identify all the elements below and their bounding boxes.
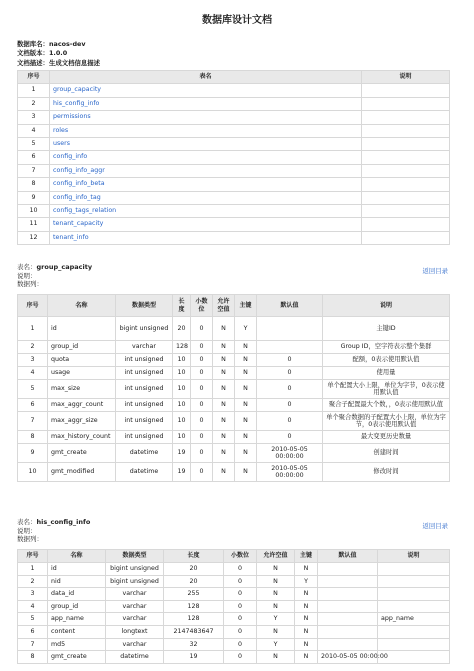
table-cell: N (213, 431, 235, 444)
toc-table-link[interactable]: config_info_beta (53, 180, 105, 188)
table-cell: 主键ID (323, 317, 450, 341)
table-cell: 10 (18, 463, 48, 482)
table-cell (378, 588, 450, 601)
table-cell: int unsigned (116, 412, 173, 431)
toc-header-name: 表名 (50, 71, 362, 84)
toc-row (18, 205, 450, 218)
toc-row-desc (362, 231, 450, 244)
table-cell: 0 (224, 625, 257, 638)
toc-table-link[interactable]: tenant_capacity (53, 220, 104, 228)
table-cell: 2 (18, 575, 48, 588)
table-cell (257, 317, 323, 341)
toc-table-link[interactable]: config_info_aggr (53, 166, 105, 174)
table-cell: gmt_modified (48, 463, 116, 482)
table-cell: 单个配置大小上限，单位为字节，0表示使用默认值 (323, 380, 450, 399)
table-cell: 0 (191, 431, 213, 444)
table-cell (378, 600, 450, 613)
table-cell: int unsigned (116, 380, 173, 399)
toc-table-link[interactable]: permissions (53, 113, 91, 121)
toc-row-no: 10 (18, 205, 50, 218)
table1-header-cell: 默认值 (257, 295, 323, 317)
table-cell: N (235, 380, 257, 399)
table-cell: 0 (224, 651, 257, 664)
toc-table-link[interactable]: his_config_info (53, 99, 100, 107)
toc-row (18, 138, 450, 151)
table-cell: 0 (191, 354, 213, 367)
table-row (18, 638, 450, 651)
version-value: 1.0.0 (48, 49, 68, 58)
table-cell: bigint unsigned (106, 563, 164, 576)
toc-table-link[interactable]: config_info_tag (53, 193, 101, 201)
table1-cols-label: 数据列： (17, 280, 43, 289)
table-cell: Y (257, 638, 295, 651)
table-cell: 4 (18, 600, 48, 613)
table-cell: N (235, 412, 257, 431)
toc-row-desc (362, 97, 450, 110)
table-cell: 128 (164, 600, 224, 613)
table-cell: N (257, 625, 295, 638)
toc-row-name-cell (50, 164, 362, 177)
table1-header-cell: 序号 (18, 295, 48, 317)
table-cell: 7 (18, 638, 48, 651)
table-row (18, 341, 450, 354)
table-cell (378, 651, 450, 664)
toc-row-desc (362, 151, 450, 164)
table2-header-cell: 数据类型 (106, 550, 164, 563)
table-cell: 0 (224, 600, 257, 613)
table-cell: 2010-05-05 00:00:00 (257, 444, 323, 463)
table-cell: longtext (106, 625, 164, 638)
table1-back-to-toc-link[interactable]: 返回目录 (422, 267, 448, 275)
table1-name: group_capacity (36, 263, 93, 271)
table-cell: 4 (18, 367, 48, 380)
table-cell (318, 625, 378, 638)
table-cell: N (235, 431, 257, 444)
table-cell: 255 (164, 588, 224, 601)
table-cell: N (257, 651, 295, 664)
table-cell: 单个聚合数据的子配置大小上限，单位为字节，0表示使用默认值 (323, 412, 450, 431)
toc-row-no: 2 (18, 97, 50, 110)
table-cell: 128 (173, 341, 191, 354)
desc-label: 文档描述： (17, 58, 49, 67)
table-cell: varchar (116, 341, 173, 354)
toc-row-desc (362, 191, 450, 204)
table-cell: Y (295, 575, 318, 588)
table-cell: 5 (18, 380, 48, 399)
table-cell: varchar (106, 588, 164, 601)
table-cell: 19 (173, 444, 191, 463)
table-cell: N (257, 600, 295, 613)
desc-value: 生成文档信息描述 (48, 58, 101, 67)
toc-row-desc (362, 84, 450, 97)
toc-row-desc (362, 178, 450, 191)
table-cell: nid (48, 575, 106, 588)
toc-row-no: 5 (18, 138, 50, 151)
table-cell: 0 (191, 317, 213, 341)
toc-row-no: 9 (18, 191, 50, 204)
table2-header-cell: 说明 (378, 550, 450, 563)
table-cell: 2147483647 (164, 625, 224, 638)
toc-table-link[interactable]: config_tags_relation (53, 207, 117, 215)
doc-meta (17, 40, 100, 68)
toc-row (18, 218, 450, 231)
toc-row-desc (362, 218, 450, 231)
table-cell: 修改时间 (323, 463, 450, 482)
toc-row-no: 8 (18, 178, 50, 191)
table-cell: max_history_count (48, 431, 116, 444)
group-capacity-table (17, 294, 450, 482)
table-row (18, 412, 450, 431)
table-cell: 使用量 (323, 367, 450, 380)
table-cell: 0 (191, 367, 213, 380)
table-cell: N (235, 463, 257, 482)
table-cell: 10 (173, 399, 191, 412)
table-cell: datetime (116, 444, 173, 463)
table1-name-label: 表名： (17, 263, 37, 271)
table-cell: 2 (18, 341, 48, 354)
his-config-info-table (17, 549, 450, 664)
table2-cols-label: 数据列： (17, 535, 43, 544)
table-cell: 最大变更历史数量 (323, 431, 450, 444)
table-cell: N (257, 575, 295, 588)
table-row (18, 563, 450, 576)
table-row (18, 354, 450, 367)
toc-row-desc (362, 124, 450, 137)
table-cell: app_name (48, 613, 106, 626)
table-cell (378, 563, 450, 576)
db-label: 数据库名： (17, 40, 49, 48)
table-cell: 32 (164, 638, 224, 651)
table-cell: N (213, 380, 235, 399)
toc-row (18, 124, 450, 137)
table-cell: usage (48, 367, 116, 380)
table-cell: 0 (257, 380, 323, 399)
table-cell: 0 (224, 575, 257, 588)
table-cell: 9 (18, 444, 48, 463)
table-cell: bigint unsigned (106, 575, 164, 588)
table-row (18, 600, 450, 613)
table-cell: int unsigned (116, 399, 173, 412)
table-cell: max_size (48, 380, 116, 399)
table-cell: 10 (173, 380, 191, 399)
table-cell (378, 638, 450, 651)
toc-row-desc (362, 205, 450, 218)
toc-row (18, 231, 450, 244)
table-cell: 0 (191, 399, 213, 412)
table-cell: 0 (257, 354, 323, 367)
table2-header-cell: 名称 (48, 550, 106, 563)
toc-row-desc (362, 138, 450, 151)
table-cell: 3 (18, 588, 48, 601)
table-row (18, 367, 450, 380)
table-cell: id (48, 563, 106, 576)
table-cell: N (257, 588, 295, 601)
table-cell: id (48, 317, 116, 341)
toc-table-link[interactable]: users (53, 140, 71, 148)
toc-row (18, 178, 450, 191)
table-row (18, 463, 450, 482)
table-cell (318, 563, 378, 576)
table-cell: 19 (173, 463, 191, 482)
version-label: 文档版本： (17, 49, 49, 58)
toc-row-name-cell (50, 178, 362, 191)
table-cell: gmt_create (48, 444, 116, 463)
table-cell: 7 (18, 412, 48, 431)
toc-row (18, 151, 450, 164)
table1-header-cell: 说明 (323, 295, 450, 317)
table-cell: 0 (224, 613, 257, 626)
table1-desc-label: 说明： (17, 271, 37, 280)
table-cell: 0 (257, 399, 323, 412)
toc-row-desc (362, 164, 450, 177)
table-cell: int unsigned (116, 354, 173, 367)
table-cell: 2010-05-05 00:00:00 (318, 651, 378, 664)
table-cell: content (48, 625, 106, 638)
table-cell: 10 (173, 354, 191, 367)
toc-row (18, 164, 450, 177)
table-row (18, 399, 450, 412)
toc-table-link[interactable]: config_info (53, 153, 88, 161)
table-cell (257, 341, 323, 354)
table-cell: N (213, 354, 235, 367)
table-cell: N (295, 651, 318, 664)
table-cell: N (295, 613, 318, 626)
table-cell: 1 (18, 563, 48, 576)
db-value: nacos-dev (48, 40, 86, 48)
table-cell: varchar (106, 638, 164, 651)
toc-row-no: 1 (18, 84, 50, 97)
table-row (18, 380, 450, 399)
table2-header-cell: 长度 (164, 550, 224, 563)
toc-table-link[interactable]: tenant_info (53, 233, 89, 241)
table-cell: 20 (164, 563, 224, 576)
toc-row-name-cell (50, 111, 362, 124)
table-cell: 0 (191, 463, 213, 482)
toc-header-row (18, 71, 450, 84)
table-cell: 5 (18, 613, 48, 626)
toc-row-name-cell (50, 84, 362, 97)
table-cell: 0 (257, 431, 323, 444)
table-row (18, 588, 450, 601)
table-cell: bigint unsigned (116, 317, 173, 341)
toc-row-name-cell (50, 231, 362, 244)
table1-header-cell: 名称 (48, 295, 116, 317)
toc-row (18, 111, 450, 124)
table-cell: Y (257, 613, 295, 626)
table-row (18, 651, 450, 664)
table-cell: 8 (18, 431, 48, 444)
table-cell (318, 638, 378, 651)
table-cell: data_id (48, 588, 106, 601)
table-row (18, 575, 450, 588)
table-row (18, 431, 450, 444)
table-cell: N (213, 412, 235, 431)
table-cell: int unsigned (116, 431, 173, 444)
table-cell: max_aggr_count (48, 399, 116, 412)
table2-header-cell: 允许空值 (257, 550, 295, 563)
table-cell (318, 588, 378, 601)
table-row (18, 444, 450, 463)
table2-name-label: 表名： (17, 518, 37, 526)
toc-row-desc (362, 111, 450, 124)
table-cell: 聚合子配置最大个数，，0表示使用默认值 (323, 399, 450, 412)
table2-header-cell: 主键 (295, 550, 318, 563)
toc-row-name-cell (50, 124, 362, 137)
toc-row-no: 11 (18, 218, 50, 231)
toc-header-no: 序号 (18, 71, 50, 84)
table-cell: Group ID，空字符表示整个集群 (323, 341, 450, 354)
table1-heading (17, 263, 92, 289)
toc-table-link[interactable]: roles (53, 126, 69, 134)
table-cell: 10 (173, 412, 191, 431)
toc-row-name-cell (50, 205, 362, 218)
table1-header-cell: 长度 (173, 295, 191, 317)
table1-header-row (18, 295, 450, 317)
table-cell: 0 (257, 412, 323, 431)
table-cell: 10 (173, 367, 191, 380)
table-cell: N (213, 399, 235, 412)
table-cell: 20 (164, 575, 224, 588)
table-cell (378, 575, 450, 588)
table-cell: N (235, 367, 257, 380)
toc-row-no: 7 (18, 164, 50, 177)
table2-header-cell: 默认值 (318, 550, 378, 563)
table-cell: 0 (191, 341, 213, 354)
table-cell: 0 (224, 588, 257, 601)
table-cell: N (213, 317, 235, 341)
toc-row-no: 12 (18, 231, 50, 244)
table-row (18, 317, 450, 341)
table-cell: 8 (18, 651, 48, 664)
table-cell: 128 (164, 613, 224, 626)
toc-row-name-cell (50, 97, 362, 110)
toc-header-desc: 说明 (362, 71, 450, 84)
table-cell: N (235, 354, 257, 367)
table-cell: 6 (18, 625, 48, 638)
table-cell: quota (48, 354, 116, 367)
table-cell: 0 (191, 412, 213, 431)
table-cell: 配额，0表示使用默认值 (323, 354, 450, 367)
table-cell: 19 (164, 651, 224, 664)
table2-header-row (18, 550, 450, 563)
table-cell: max_aggr_size (48, 412, 116, 431)
table2-header-cell: 序号 (18, 550, 48, 563)
toc-row-name-cell (50, 191, 362, 204)
table-cell: N (295, 588, 318, 601)
table2-heading (17, 518, 90, 544)
table-cell: 2010-05-05 00:00:00 (257, 463, 323, 482)
table-cell: 0 (257, 367, 323, 380)
table1-header-cell: 允许空值 (213, 295, 235, 317)
table-cell: gmt_create (48, 651, 106, 664)
table-cell: md5 (48, 638, 106, 651)
table-cell: group_id (48, 600, 106, 613)
table-cell: 0 (224, 638, 257, 651)
toc-row-no: 3 (18, 111, 50, 124)
table-cell: 0 (191, 444, 213, 463)
table-row (18, 613, 450, 626)
table2-header-cell: 小数位 (224, 550, 257, 563)
table-cell: datetime (116, 463, 173, 482)
table-cell (318, 575, 378, 588)
table1-header-cell: 主键 (235, 295, 257, 317)
table-row (18, 625, 450, 638)
table2-name: his_config_info (36, 518, 91, 526)
table-cell: group_id (48, 341, 116, 354)
table-cell: Y (235, 317, 257, 341)
toc-row-name-cell (50, 138, 362, 151)
table-cell: 1 (18, 317, 48, 341)
toc-row-name-cell (50, 218, 362, 231)
table-cell: N (213, 341, 235, 354)
table-cell: N (213, 444, 235, 463)
table-cell: N (295, 638, 318, 651)
document-title: 数据库设计文档 (202, 15, 272, 26)
table-cell: N (235, 341, 257, 354)
table-cell (378, 625, 450, 638)
toc-row (18, 84, 450, 97)
toc-row (18, 191, 450, 204)
toc-row-no: 4 (18, 124, 50, 137)
table-cell: 创建时间 (323, 444, 450, 463)
table-cell: N (213, 367, 235, 380)
table-cell: N (235, 399, 257, 412)
toc-row (18, 97, 450, 110)
table-cell: N (213, 463, 235, 482)
table1-header-cell: 小数位 (191, 295, 213, 317)
table-cell: 10 (173, 431, 191, 444)
table-cell: int unsigned (116, 367, 173, 380)
toc-row-name-cell (50, 151, 362, 164)
table2-desc-label: 说明： (17, 526, 37, 535)
table1-header-cell: 数据类型 (116, 295, 173, 317)
table-cell (318, 600, 378, 613)
table-cell: datetime (106, 651, 164, 664)
toc-table-link[interactable]: group_capacity (53, 86, 102, 94)
table-cell: varchar (106, 600, 164, 613)
table-cell: varchar (106, 613, 164, 626)
table-cell: N (235, 444, 257, 463)
table-cell: N (295, 600, 318, 613)
table-cell (318, 613, 378, 626)
table-cell: N (257, 563, 295, 576)
table2-back-to-toc-link[interactable]: 返回目录 (422, 522, 448, 530)
toc-table (17, 70, 450, 245)
table-cell: 6 (18, 399, 48, 412)
table-cell: N (295, 563, 318, 576)
toc-row-no: 6 (18, 151, 50, 164)
table-cell: 20 (173, 317, 191, 341)
table-cell: 0 (224, 563, 257, 576)
table-cell: 3 (18, 354, 48, 367)
table-cell: N (295, 625, 318, 638)
table-cell: 0 (191, 380, 213, 399)
table-cell: app_name (378, 613, 450, 626)
